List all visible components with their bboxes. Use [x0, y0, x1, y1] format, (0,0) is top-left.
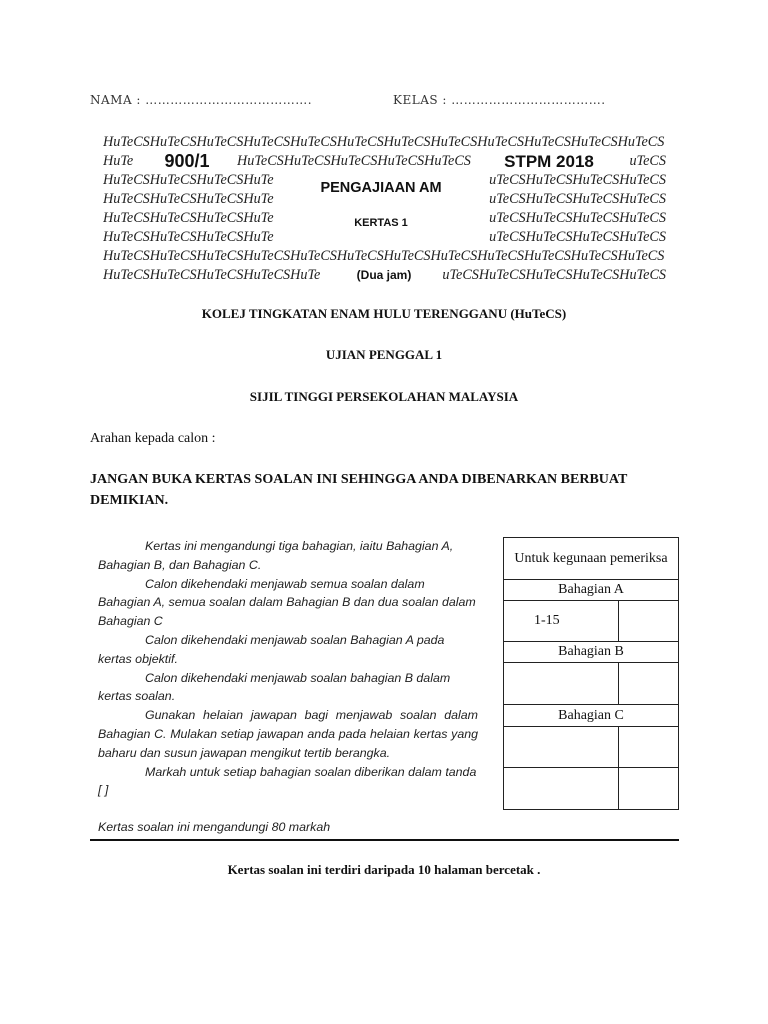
instruction-item: Calon dikehendaki menjawab soalan Bahagian A pada kertas objektif. [98, 632, 445, 666]
watermark-row: HuTeCSHuTeCSHuTeCSHuTe [103, 210, 274, 226]
examiner-table [503, 537, 679, 810]
pages-note: Kertas soalan ini terdiri daripada 10 halaman bercetak . [227, 862, 541, 877]
section-c-label: Bahagian C [504, 705, 679, 727]
section-a-label: Bahagian A [504, 580, 679, 601]
watermark-row: uTeCSHuTeCSHuTeCSHuTeCS [489, 172, 666, 188]
paper-code: 900/1 [164, 151, 210, 171]
section-c-score [619, 768, 679, 810]
warning-text: JANGAN BUKA KERTAS SOALAN INI SEHINGGA ANDA DIBENARKAN BERBUAT DEMIKIAN. [90, 472, 628, 508]
watermark-row: HuTeCSHuTeCSHuTeCSHuTeCSHuTeCSHuTeCSHuTeCSHuTeCSHuTeCSHuTeCSHuTeCSHuTeCS [103, 134, 665, 150]
section-c-cell [504, 727, 619, 768]
college-title: KOLEJ TINGKATAN ENAM HULU TERENGGANU (HuTeCS) [201, 306, 567, 321]
instruction-item: Markah untuk setiap bahagian soalan diberikan dalam tanda [ ] [98, 764, 477, 798]
watermark-row: uTeCSHuTeCSHuTeCSHuTeCS [489, 210, 666, 226]
watermark-row: HuTeCSHuTeCSHuTeCSHuTe [103, 172, 274, 188]
watermark-row: uTeCSHuTeCSHuTeCSHuTeCS [489, 229, 666, 245]
section-b-cell [504, 663, 619, 705]
instruction-item: Calon dikehendaki menjawab semua soalan dalam Bahagian A, semua soalan dalam Bahagian B dan dua soalan dalam Bahagian C [98, 576, 476, 629]
section-b-label: Bahagian B [504, 642, 679, 663]
exam-name: STPM 2018 [504, 152, 594, 171]
watermark-row: HuTeCSHuTeCSHuTeCSHuTeCSHuTeCSHuTeCSHuTeCSHuTeCSHuTeCSHuTeCSHuTeCSHuTeCS [103, 248, 665, 264]
section-a-range: 1-15 [504, 601, 619, 642]
instruction-item: Kertas ini mengandungi tiga bahagian, iaitu Bahagian A, Bahagian B, dan Bahagian C. [98, 539, 454, 572]
nama-field: NAMA : …………………………………. [90, 93, 313, 107]
section-c-score [619, 727, 679, 768]
watermark-row: HuTeCSHuTeCSHuTeCSHuTeCSHuTeCS [237, 153, 471, 169]
watermark-row: HuTeCSHuTeCSHuTeCSHuTe [103, 191, 274, 207]
certificate-title: SIJIL TINGGI PERSEKOLAHAN MALAYSIA [249, 389, 519, 404]
section-a-score [619, 601, 679, 642]
watermark-row: HuTeCSHuTeCSHuTeCSHuTe [103, 229, 274, 245]
instruction-item: Gunakan helaian jawapan bagi menjawab soalan dalam Bahagian C. Mulakan setiap jawapan anda pada helaian kertas yang baharu dan susun jawapan mengikut tertib berangka. [98, 708, 478, 760]
instruction-item: Calon dikehendaki menjawab soalan bahagian B dalam kertas soalan. [98, 670, 451, 704]
watermark-row: uTeCSHuTeCSHuTeCSHuTeCSHuTeCS [442, 267, 666, 283]
total-marks: Kertas soalan ini mengandungi 80 markah [98, 820, 331, 835]
section-b-score [619, 663, 679, 705]
examiner-table-header: Untuk kegunaan pemeriksa [504, 538, 679, 580]
watermark-row: HuTeCSHuTeCSHuTeCSHuTeCSHuTe [103, 267, 321, 283]
watermark-row: HuTe [103, 153, 134, 169]
test-title: UJIAN PENGGAL 1 [325, 347, 443, 362]
watermark-row: uTeCS [629, 153, 666, 169]
instructions-heading: Arahan kepada calon : [90, 431, 216, 446]
watermark-row: uTeCSHuTeCSHuTeCSHuTeCS [489, 191, 666, 207]
divider-line [90, 839, 679, 841]
duration: (Dua jam) [356, 268, 412, 282]
instructions-list [98, 537, 478, 837]
kelas-field: KELAS : ………………………………. [393, 93, 606, 107]
section-c-cell [504, 768, 619, 810]
paper-number: KERTAS 1 [354, 217, 408, 229]
subject-title: PENGAJIAAN AM [320, 180, 442, 196]
